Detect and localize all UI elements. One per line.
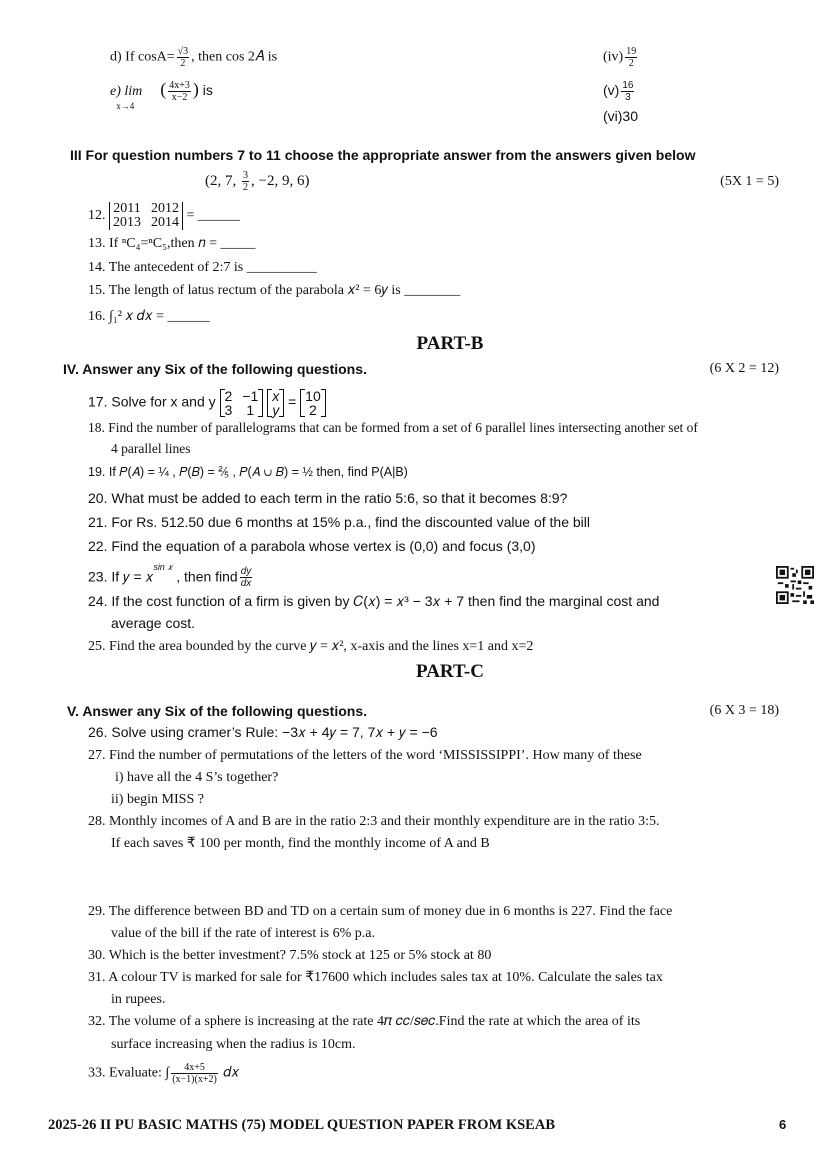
q17-matrix-a: 2 −1 3 1 — [220, 389, 264, 417]
q12: 12. 2011 2012 2013 2014 = ______ — [88, 201, 240, 230]
q32-line2: surface increasing when the radius is 10cm. — [111, 1037, 356, 1052]
q32-line1: 32. The volume of a sphere is increasing at the rate 4𝜋 𝑐𝑐/𝑠𝑒𝑐.Find the rate at which the area of its — [88, 1014, 641, 1029]
option-vi: (vi)30 — [603, 108, 639, 124]
section3-choices: (2, 7, $\frac{3}{2}$ , −2, 9, 6) — [205, 170, 310, 193]
q20: 20. What must be added to each term in the ratio 5:6, so that it becomes 8:9? — [88, 490, 568, 506]
q24-line1: 24. If the cost function of a firm is given by 𝐶(𝑥) = 𝑥³ − 3𝑥 + 7 then find the marginal cost and — [88, 593, 660, 609]
section5-heading: V. Answer any Six of the following questions. — [67, 703, 368, 719]
q33: 33. Evaluate: ∫ $\frac{4x+5}{(x-1)(x+2)}$ 𝑑𝑥 — [88, 1062, 240, 1085]
part-c-title: PART-C — [416, 661, 484, 682]
q17-matrix-rhs: 10 2 — [300, 389, 326, 417]
q14: 14. The antecedent of 2:7 is __________ — [88, 260, 317, 275]
q29-line2: value of the bill if the rate of interest is 6% p.a. — [111, 926, 375, 941]
q18-line1: 18. Find the number of parallelograms that can be formed from a set of 6 parallel lines intersecting another set of — [88, 420, 698, 435]
section4-heading: IV. Answer any Six of the following questions. — [63, 361, 367, 377]
q29-line1: 29. The difference between BD and TD on a certain sum of money due in 6 months is 227. Find the face — [88, 904, 673, 919]
q17: 17. Solve for x and y 2 −1 3 1 x y = 10 2 — [88, 389, 326, 417]
q23: 23. If 𝑦 = 𝑥$^{sin 𝑥}$ , then find $\frac{dy}{dx}$ — [88, 562, 252, 590]
q19: 19. If 𝑃(𝐴) = ¼ , 𝑃(𝐵) = ⅖ , 𝑃(𝐴 ∪ 𝐵) = ½ then, find P(A|B) — [88, 465, 408, 479]
section5-marks: (6 X 3 = 18) — [709, 703, 779, 718]
footer-title: 2025-26 II PU BASIC MATHS (75) MODEL QUESTION PAPER FROM KSEAB — [48, 1117, 555, 1133]
option-v: (v) $\frac{16}{3}$ — [603, 80, 634, 103]
q17-matrix-xy: x y — [267, 389, 284, 417]
section4-marks: (6 X 2 = 12) — [709, 361, 779, 376]
q25: 25. Find the area bounded by the curve 𝑦 = 𝑥², x-axis and the lines x=1 and x=2 — [88, 639, 534, 654]
q27-line2: i) have all the 4 S’s together? — [115, 770, 279, 785]
q16: 16. ∫₁² 𝑥 𝑑𝑥 = ______ — [88, 309, 210, 324]
q-d-fraction: $\frac{√3}{2}$ — [177, 46, 189, 69]
q-d-text: d) If cosA= — [110, 49, 175, 65]
q13: 13. If ⁿC₄=ⁿC₅,then 𝑛 = _____ — [88, 236, 256, 251]
qr-code-icon — [776, 566, 814, 604]
q31-line1: 31. A colour TV is marked for sale for ₹17600 which includes sales tax at 10%. Calculate the sales tax — [88, 970, 663, 985]
q15: 15. The length of latus rectum of the parabola 𝑥² = 6𝑦 is ________ — [88, 283, 461, 298]
q-d-line: d) If cosA= $\frac{√3}{2}$ , then cos 2𝐴 is — [110, 46, 278, 69]
section3-marks: (5X 1 = 5) — [720, 174, 779, 189]
q27-line1: 27. Find the number of permutations of the letters of the word ‘MISSISSIPPI’. How many of these — [88, 748, 642, 763]
q22: 22. Find the equation of a parabola whose vertex is (0,0) and focus (3,0) — [88, 538, 536, 554]
section3-heading: III For question numbers 7 to 11 choose the appropriate answer from the answers given below — [70, 147, 696, 163]
q26: 26. Solve using cramer’s Rule: −3𝑥 + 4𝑦 = 7, 7𝑥 + 𝑦 = −6 — [88, 724, 438, 740]
part-b-title: PART-B — [416, 333, 484, 354]
option-iv: (iv) $\frac{19}{2}$ — [603, 46, 637, 69]
q27-line3: ii) begin MISS ? — [111, 792, 204, 807]
q24-line2: average cost. — [111, 615, 196, 631]
q21: 21. For Rs. 512.50 due 6 months at 15% p.a., find the discounted value of the bill — [88, 514, 590, 530]
page-number: 6 — [779, 1117, 787, 1132]
q31-line2: in rupees. — [111, 992, 166, 1007]
q-e-line: e) $\lim_{x\to 4}$( $\frac{4x+3}{x-2}$ ) is — [110, 79, 213, 111]
q30: 30. Which is the better investment? 7.5% stock at 125 or 5% stock at 80 — [88, 948, 492, 963]
q28-line1: 28. Monthly incomes of A and B are in the ratio 2:3 and their monthly expenditure are in the ratio 3:5. — [88, 814, 660, 829]
q18-line2: 4 parallel lines — [111, 441, 191, 456]
q28-line2: If each saves ₹ 100 per month, find the monthly income of A and B — [111, 836, 490, 851]
q12-determinant: 2011 2012 2013 2014 — [109, 202, 183, 230]
